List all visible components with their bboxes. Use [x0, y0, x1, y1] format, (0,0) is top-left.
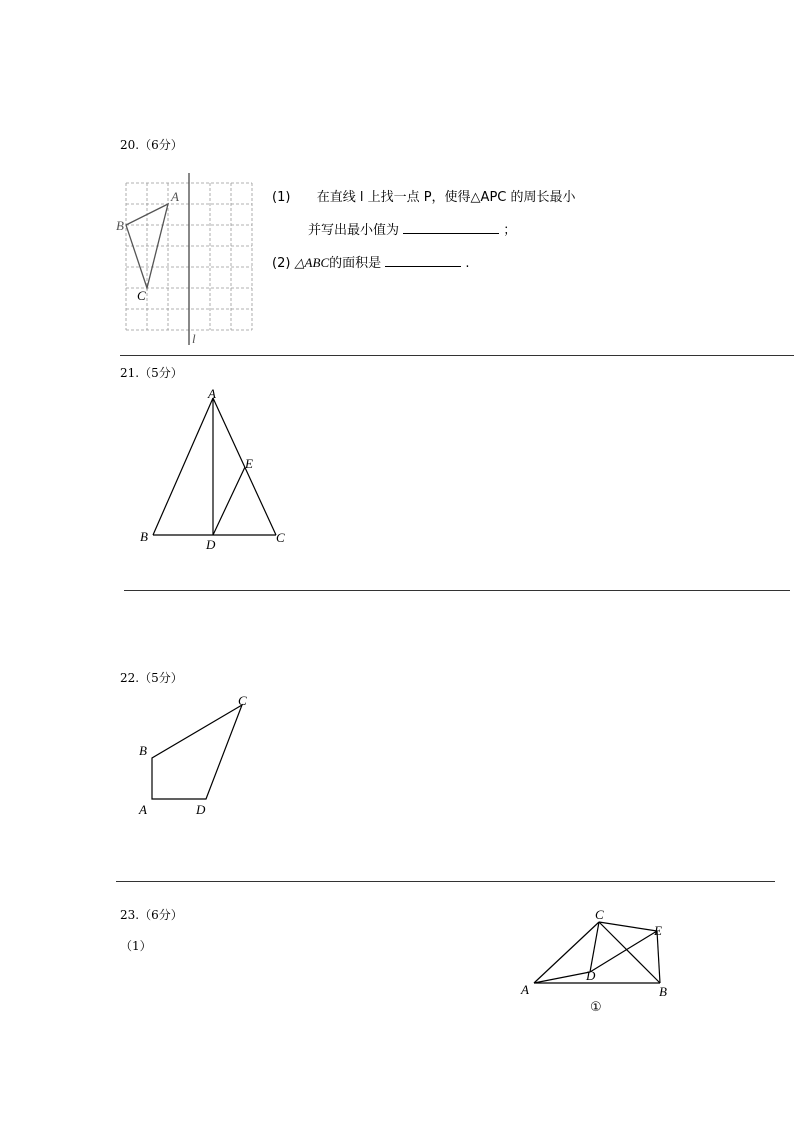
- q20-answer-blank-2[interactable]: [385, 254, 461, 267]
- label-c: C: [276, 530, 285, 545]
- q22-heading: 22.（5分）: [120, 671, 183, 685]
- q20-heading: 20.（6分）: [120, 138, 183, 152]
- q20-part1-end: ；: [503, 223, 517, 238]
- label-b: B: [140, 529, 148, 544]
- q20-answer-blank-1[interactable]: [403, 221, 499, 234]
- q20-part2-number: (2): [272, 256, 291, 271]
- label-a: A: [208, 386, 216, 401]
- q20-grid-figure: [110, 170, 270, 350]
- label-c: C: [595, 907, 604, 922]
- label-a: A: [171, 189, 179, 204]
- label-b: B: [659, 984, 667, 999]
- label-c: C: [137, 288, 146, 303]
- q20-part1-number: (1): [272, 190, 291, 205]
- label-a: A: [139, 802, 147, 817]
- divider-2: [124, 590, 790, 591]
- q21-triangle-figure: [130, 385, 300, 555]
- q20-part2-text: 的面积是: [329, 256, 382, 271]
- q23-heading: 23.（6分）: [120, 908, 183, 922]
- figure-caption: ①: [590, 1000, 602, 1015]
- label-e: E: [245, 456, 253, 471]
- q23-figure: [510, 900, 680, 1020]
- q20-part1: [272, 186, 576, 205]
- label-l: l: [192, 331, 196, 346]
- label-d: D: [586, 968, 596, 983]
- q20-part1-text: 在直线 l 上找一点 P，使得△APC 的周长最小: [316, 190, 576, 205]
- label-e: E: [654, 923, 662, 938]
- q20-part1-line2-text: 并写出最小值为: [308, 223, 400, 238]
- q22-quadrilateral-figure: [130, 690, 260, 825]
- q20-part2-triangle: △ABC: [294, 255, 330, 270]
- label-c: C: [238, 693, 247, 708]
- label-b: B: [139, 743, 147, 758]
- q20-part2: [272, 252, 470, 271]
- q20-part2-end: .: [465, 256, 470, 271]
- q23-part1-number: （1）: [120, 939, 152, 953]
- divider-3: [116, 881, 775, 882]
- divider-1: [120, 355, 794, 356]
- q20-part1-line2: [308, 219, 516, 238]
- label-d: D: [206, 537, 216, 552]
- q21-heading: 21.（5分）: [120, 366, 183, 380]
- label-a: A: [521, 982, 529, 997]
- label-d: D: [196, 802, 206, 817]
- label-b: B: [116, 218, 124, 233]
